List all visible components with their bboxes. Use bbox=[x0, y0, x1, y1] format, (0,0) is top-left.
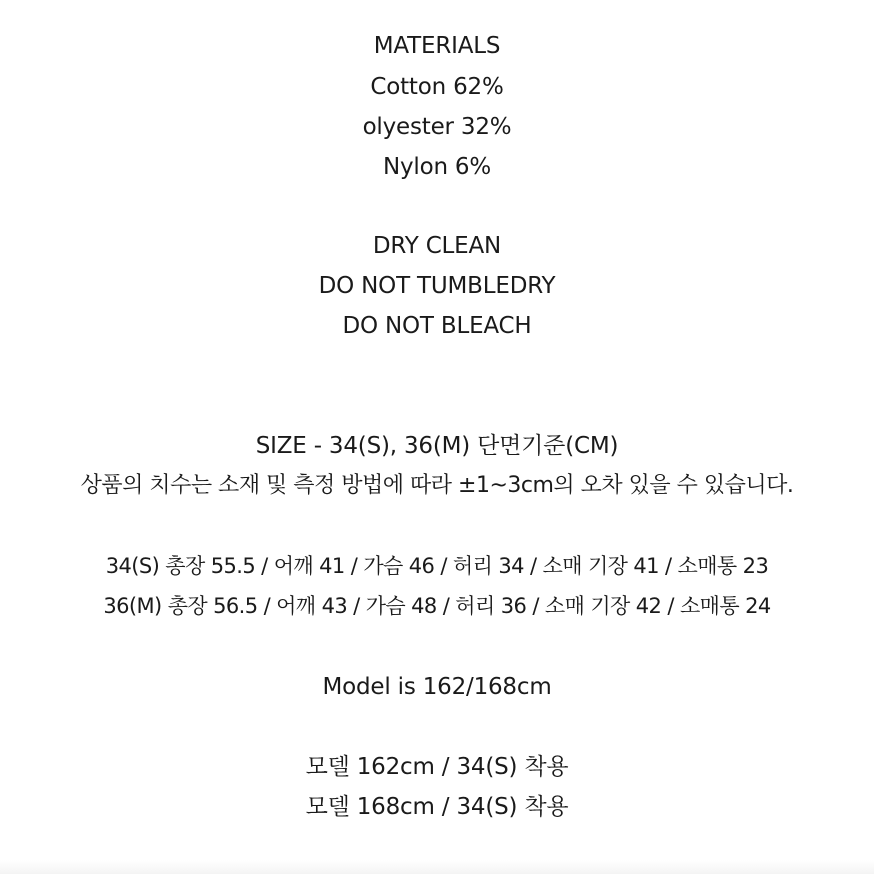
size-row-36m: 36(M) 총장 56.5 / 어깨 43 / 가슴 48 / 허리 36 / 소매 기장 42 / 소매통 24 bbox=[103, 594, 771, 618]
size-heading: SIZE - 34(S), 36(M) 단면기준(CM) bbox=[255, 433, 619, 459]
care-item-dry-clean: DRY CLEAN bbox=[372, 233, 502, 259]
model-fit-162: 모델 162cm / 34(S) 착용 bbox=[305, 754, 569, 780]
material-item-polyester: olyester 32% bbox=[362, 114, 512, 140]
material-item-cotton: Cotton 62% bbox=[370, 74, 504, 100]
bottom-edge-shadow bbox=[0, 860, 874, 874]
care-item-no-tumbledry: DO NOT TUMBLEDRY bbox=[318, 273, 556, 299]
care-item-no-bleach: DO NOT BLEACH bbox=[342, 313, 532, 339]
model-fit-168: 모델 168cm / 34(S) 착용 bbox=[305, 794, 569, 820]
model-summary: Model is 162/168cm bbox=[322, 674, 552, 700]
materials-heading: MATERIALS bbox=[373, 33, 501, 59]
material-item-nylon: Nylon 6% bbox=[382, 154, 492, 180]
size-row-34s: 34(S) 총장 55.5 / 어깨 41 / 가슴 46 / 허리 34 / 소매 기장 41 / 소매통 23 bbox=[105, 554, 769, 578]
size-tolerance-note: 상품의 치수는 소재 및 측정 방법에 따라 ±1~3cm의 오차 있을 수 있습니다. bbox=[80, 473, 794, 498]
